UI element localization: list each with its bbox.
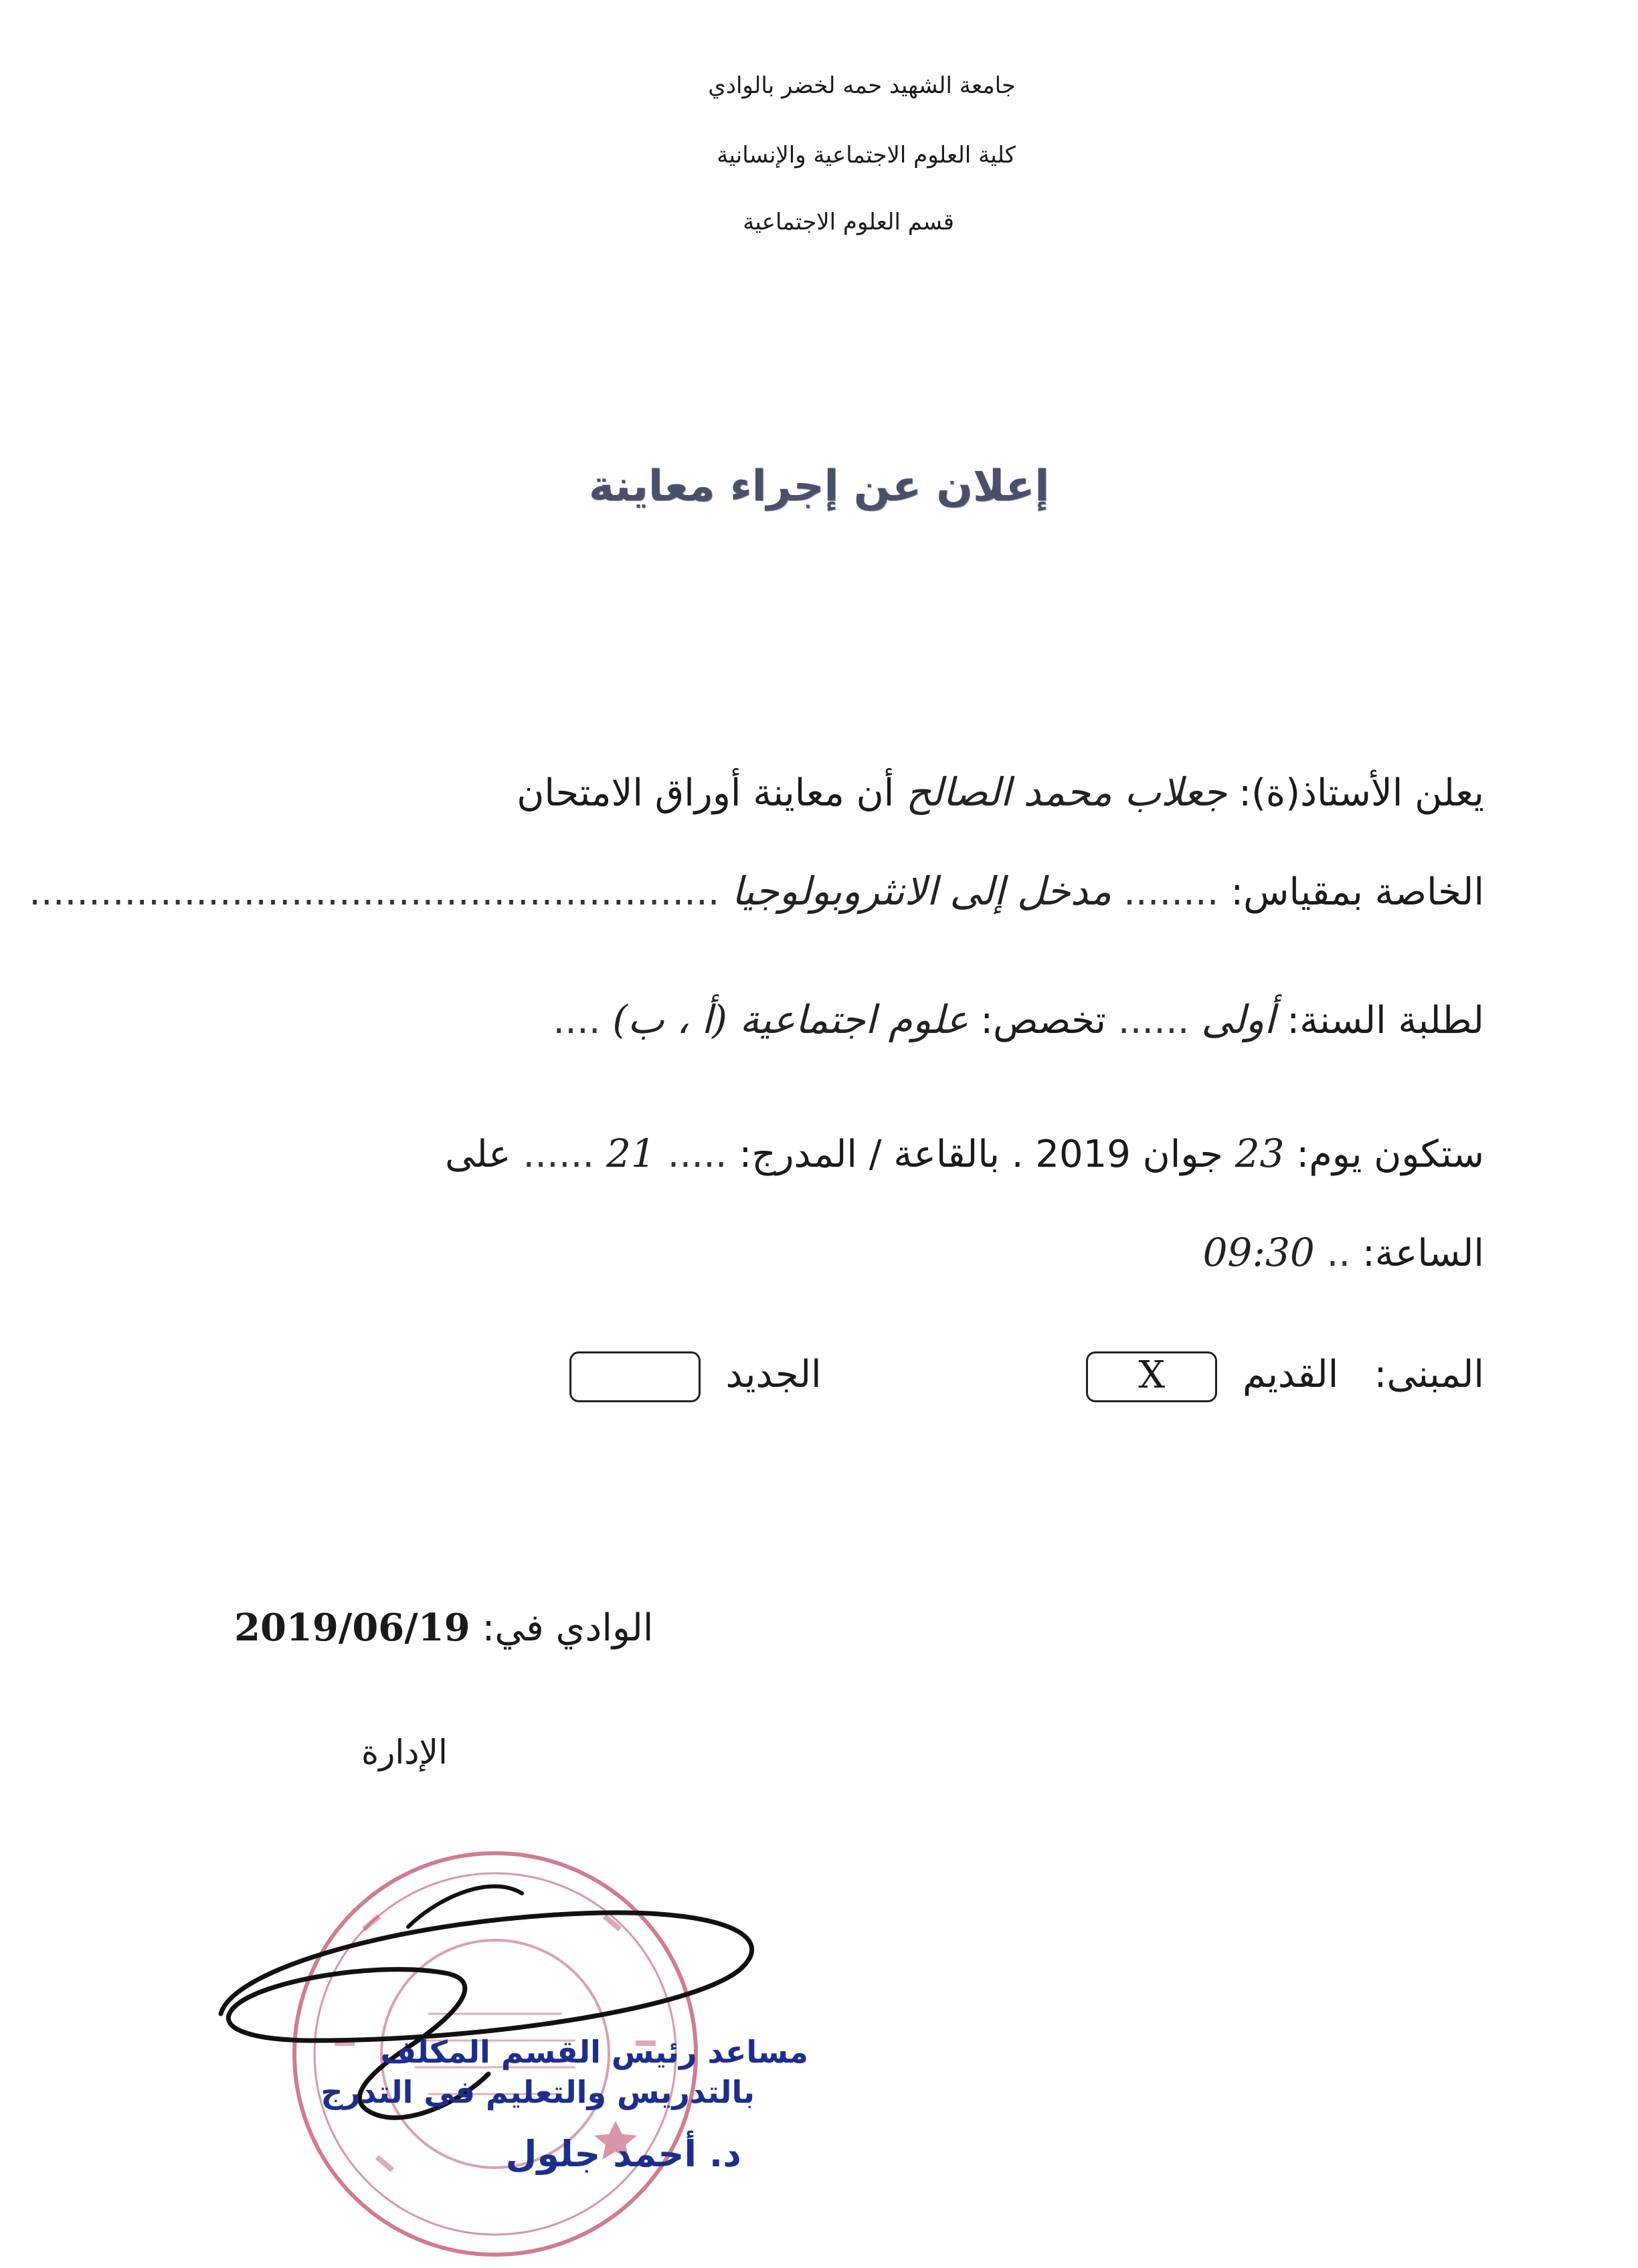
document-title: إعلان عن إجراء معاينة bbox=[588, 462, 1050, 511]
month-year-room-label: جوان 2019 . بالقاعة / المدرج: bbox=[739, 1133, 1223, 1176]
module-label: الخاصة بمقياس: bbox=[1231, 870, 1484, 914]
year-label: لطلبة السنة: bbox=[1287, 999, 1484, 1042]
professor-label: يعلن الأستاذ(ة): bbox=[1239, 771, 1484, 815]
dotted-fill: ........ bbox=[1123, 870, 1219, 914]
time-value: 09:30 bbox=[1202, 1230, 1315, 1275]
announcement-line-time bbox=[1203, 1230, 1484, 1275]
building-old-checkbox[interactable] bbox=[1086, 1351, 1217, 1402]
announcement-line-day bbox=[445, 1131, 1484, 1176]
dotted-fill: .......................................................... bbox=[29, 870, 720, 914]
faculty-name: كلية العلوم الاجتماعية والإنسانية bbox=[717, 142, 1016, 169]
specialty-value: علوم اجتماعية (أ ، ب) bbox=[612, 997, 969, 1042]
line1-suffix: أن معاينة أوراق الامتحان bbox=[517, 771, 895, 815]
university-name: جامعة الشهيد حمه لخضر بالوادي bbox=[708, 72, 1016, 99]
day-label: ستكون يوم: bbox=[1296, 1133, 1484, 1176]
building-selection bbox=[556, 1351, 1484, 1402]
signatory-title-line-1: مساعد رئيس القسم المكلف bbox=[380, 2034, 808, 2070]
announcement-line-professor bbox=[517, 769, 1484, 815]
administration-label: الإدارة bbox=[361, 1733, 448, 1772]
year-value: أولى bbox=[1201, 997, 1275, 1042]
line4-suffix: على bbox=[444, 1133, 511, 1176]
dotted-fill: ...... bbox=[523, 1133, 595, 1176]
room-value: 21 bbox=[606, 1131, 656, 1176]
building-label: المبنى: bbox=[1374, 1353, 1484, 1397]
place-date-label: الوادي في: bbox=[482, 1606, 654, 1650]
building-new-checkbox[interactable] bbox=[569, 1351, 701, 1402]
dotted-fill: ...... bbox=[1117, 999, 1190, 1042]
announcement-line-module bbox=[29, 868, 1484, 914]
building-old-label: القديم bbox=[1243, 1353, 1339, 1397]
check-mark: X bbox=[1138, 1353, 1166, 1397]
module-name: مدخل إلى الانثروبولوجيا bbox=[731, 868, 1112, 914]
place-date-line bbox=[234, 1606, 653, 1650]
dotted-fill: .... bbox=[553, 999, 601, 1042]
signatory-name: د. أحمد جلول bbox=[505, 2133, 741, 2175]
building-new-label: الجديد bbox=[725, 1353, 822, 1397]
day-value: 23 bbox=[1235, 1131, 1285, 1176]
signatory-title-line-2: بالتدريس والتعليم في التدرج bbox=[321, 2074, 755, 2110]
department-name: قسم العلوم الاجتماعية bbox=[743, 209, 954, 235]
announcement-line-year bbox=[553, 997, 1484, 1042]
professor-name: جعلاب محمد الصالح bbox=[906, 769, 1227, 815]
dotted-fill: ..... bbox=[667, 1133, 727, 1176]
time-label: الساعة: bbox=[1362, 1232, 1484, 1275]
specialty-label: تخصص: bbox=[980, 999, 1106, 1042]
date-value: 2019/06/19 bbox=[234, 1606, 470, 1650]
dotted-fill: .. bbox=[1326, 1232, 1351, 1275]
